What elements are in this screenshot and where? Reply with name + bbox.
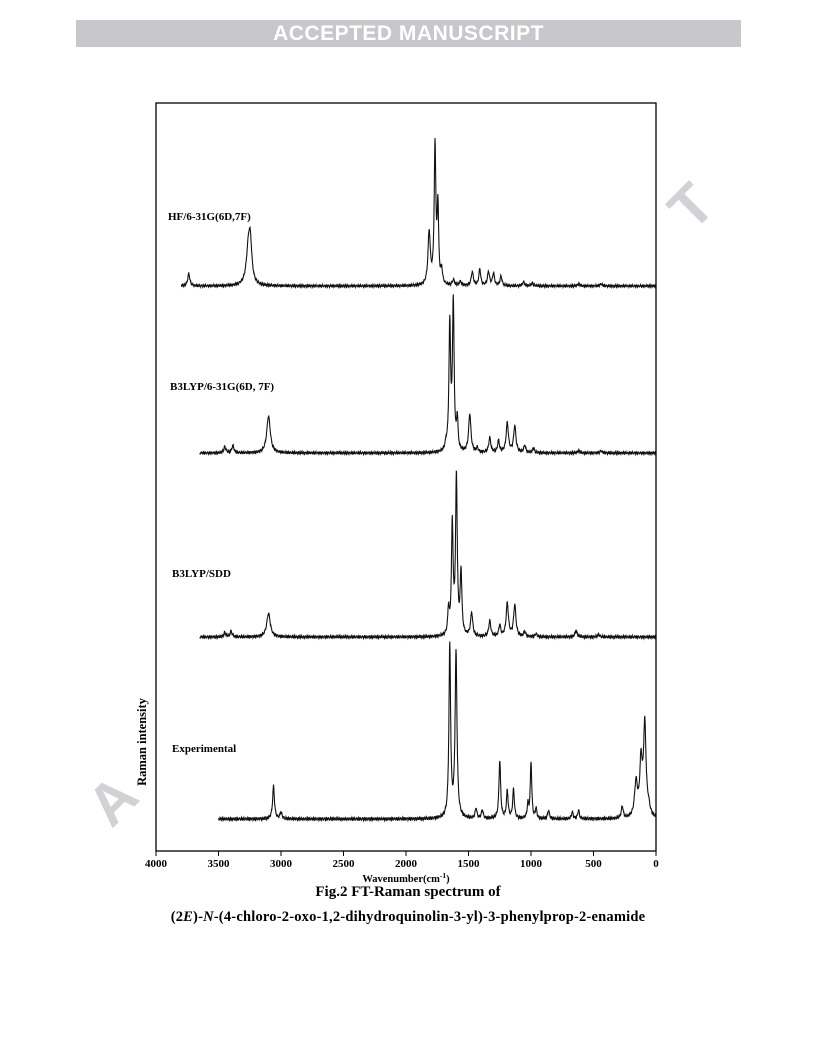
spectrum-line-2 bbox=[200, 294, 656, 454]
x-tick-label-5: 1500 bbox=[457, 858, 480, 870]
series-label-1: HF/6-31G(6D,7F) bbox=[168, 211, 251, 223]
x-axis-label-superscript: -1 bbox=[439, 871, 447, 880]
x-tick-label-7: 500 bbox=[585, 858, 602, 870]
series-label-3: B3LYP/SDD bbox=[172, 568, 231, 580]
figure-caption-line1: Fig.2 FT-Raman spectrum of bbox=[315, 884, 501, 900]
x-tick-label-6: 1000 bbox=[520, 858, 542, 870]
x-axis-label: $Wavenumber(cm^{-1})$ bbox=[362, 871, 450, 885]
accepted-manuscript-banner: ACCEPTED MANUSCRIPT bbox=[76, 20, 741, 47]
x-tick-label-8: 0 bbox=[653, 858, 659, 870]
spectrum-line-3 bbox=[200, 471, 656, 639]
watermark-letter-a: A bbox=[74, 762, 151, 839]
x-tick-label-0: 4000 bbox=[145, 858, 167, 870]
spectrum-line-4 bbox=[219, 642, 657, 821]
x-tick-label-1: 3500 bbox=[207, 858, 230, 870]
spectrum-line-1 bbox=[181, 138, 656, 287]
figure-caption-line2: (2E)-N-(4-chloro-2-oxo-1,2-dihydroquinolin-3-yl)-3-phenylprop-2-enamide bbox=[170, 909, 646, 925]
x-tick-label-4: 2000 bbox=[395, 858, 417, 870]
y-axis-label: Raman intensity bbox=[135, 698, 149, 786]
series-label-2: B3LYP/6-31G(6D, 7F) bbox=[170, 381, 275, 393]
x-tick-label-2: 3000 bbox=[270, 858, 292, 870]
watermark-letter-t: T bbox=[655, 171, 727, 243]
x-tick-label-3: 2500 bbox=[332, 858, 355, 870]
series-label-4: Experimental bbox=[172, 743, 237, 755]
